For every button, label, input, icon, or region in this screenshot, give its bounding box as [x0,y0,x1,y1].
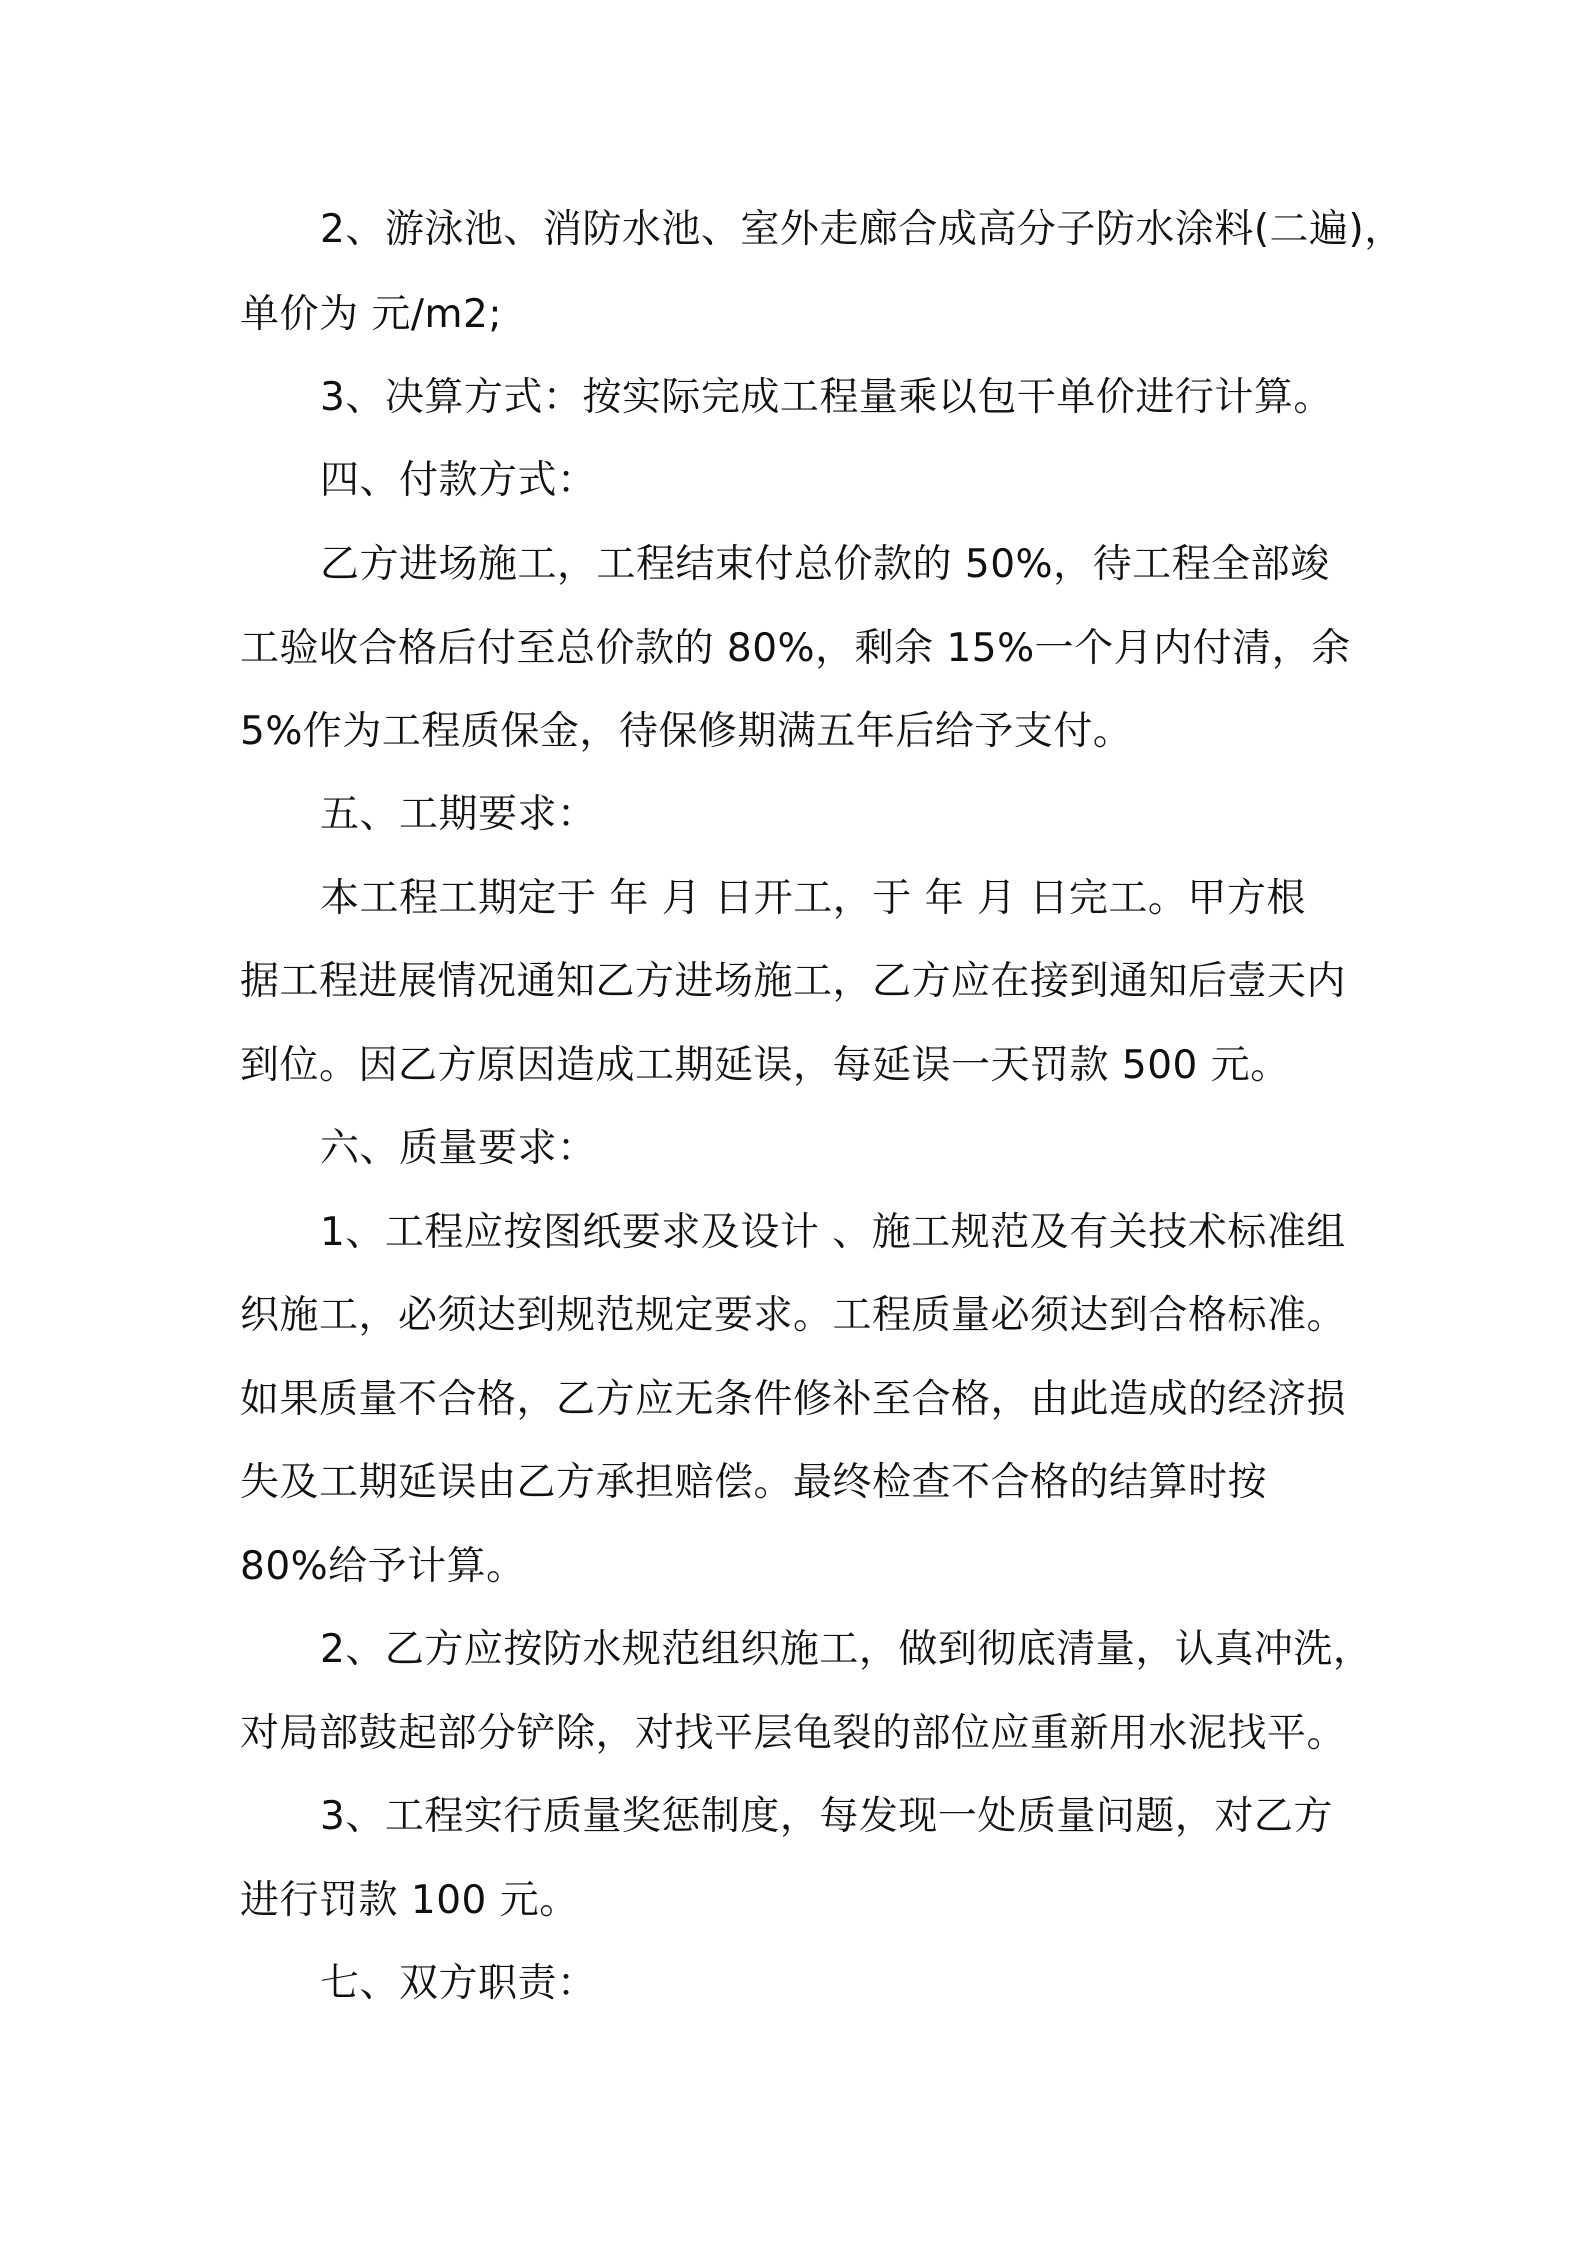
clause-text-line: 对局部鼓起部分铲除，对找平层龟裂的部位应重新用水泥找平。 [240,1711,1347,1756]
clause-text-line: 据工程进展情况通知乙方进场施工，乙方应在接到通知后壹天内 [240,959,1347,1004]
section-heading: 四、付款方式： [320,458,597,503]
section-heading: 五、工期要求： [320,792,597,837]
clause-text-line: 5%作为工程质保金，待保修期满五年后给予支付。 [240,709,1133,754]
clause-text-line: 织施工，必须达到规范规定要求。工程质量必须达到合格标准。 [240,1293,1347,1338]
clause-text-line: 本工程工期定于 年 月 日开工，于 年 月 日完工。甲方根 [320,876,1306,921]
clause-text-line: 单价为 元/m2; [240,292,502,337]
clause-text-line: 进行罚款 100 元。 [240,1878,579,1923]
clause-text-line: 如果质量不合格，乙方应无条件修补至合格，由此造成的经济损 [240,1377,1347,1422]
clause-text-line: 失及工期延误由乙方承担赔偿。最终检查不合格的结算时按 [240,1460,1268,1505]
clause-text-line: 3、决算方式：按实际完成工程量乘以包干单价进行计算。 [320,375,1333,420]
clause-text-line: 1、工程应按图纸要求及设计 、施工规范及有关技术标准组 [320,1210,1346,1255]
section-heading: 六、质量要求： [320,1126,597,1171]
clause-text-line: 80%给予计算。 [240,1544,526,1589]
clause-text-line: 工验收合格后付至总价款的 80%，剩余 15%一个月内付清，余 [240,626,1351,671]
clause-text-line: 乙方进场施工，工程结束付总价款的 50%，待工程全部竣 [320,542,1330,587]
clause-text-line: 2、游泳池、消防水池、室外走廊合成高分子防水涂料(二遍)， [320,207,1404,252]
clause-text-line: 2、乙方应按防水规范组织施工，做到彻底清量，认真冲洗， [320,1627,1373,1672]
clause-text-line: 3、工程实行质量奖惩制度，每发现一处质量问题，对乙方 [320,1794,1333,1839]
section-heading: 七、双方职责： [320,1961,597,2006]
clause-text-line: 到位。因乙方原因造成工期延误，每延误一天罚款 500 元。 [240,1043,1290,1088]
